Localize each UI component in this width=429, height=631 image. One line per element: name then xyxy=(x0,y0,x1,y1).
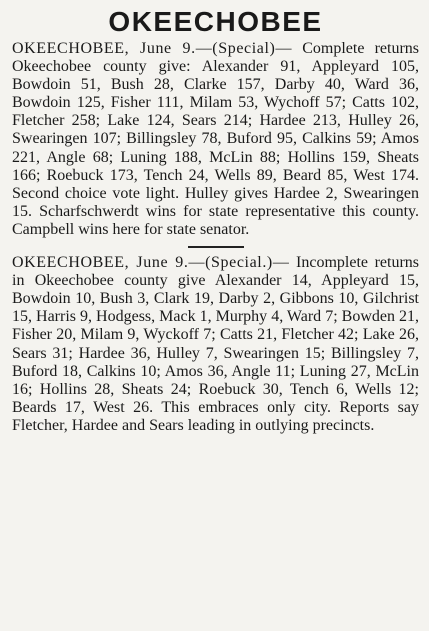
dispatch-first-dateline: OKEECHOBEE, June 9.—(Special)— xyxy=(12,40,293,57)
headline: OKEECHOBEE xyxy=(108,6,323,37)
dispatch-second-dateline: OKEECHOBEE, June 9.—(Special.)— xyxy=(12,254,290,272)
dispatch-first-body: Complete returns Okeechobee county give: Alexander 91, Appleyard 105, Bowdoin 51, Bush 28, Clarke 157, Darby 40, Ward 36, Bowdoin 125, Fisher 111, Milam 53, Wychoff 57; Catts 102, Fletcher 258; Lake 124, Sears 214; Hardee 213, Hulley 26, Swearingen 107; Billingsley 78, Buford 95, Calkins 59; Amos 221, Angle 68; Luning 188, McLin 88; Hollins 159, Sheats 166; Roebuck 173, Tench 24, Wells 89, Beard 85, West 174. Second choice vote light. Hulley gives Hardee 2, Swearingen 15. Scharfschwerdt wins for state representative this county. Campbell wins here for state senator. xyxy=(12,40,419,238)
dispatch-second xyxy=(12,254,419,435)
dispatch-second-text xyxy=(12,254,419,435)
dispatch-second-body: Incomplete returns in Okeechobee county give Alexander 14, Appleyard 15, Bowdoin 10, Bush 3, Clark 19, Darby 2, Gibbons 10, Gilchrist 15, Harris 9, Hodgess, Mack 1, Murphy 4, Ward 7; Bowden 21, Fisher 20, Milam 9, Wyckoff 7; Catts 21, Fletcher 42; Lake 26, Sears 31; Hardee 36, Hulley 7, Swearingen 15; Billingsley 7, Buford 18, Calkins 10; Amos 36, Angle 11; Luning 27, McLin 16; Hollins 28, Sheats 24; Roebuck 30, Tench 6, Wells 12; Beards 17, West 26. This embraces only city. Reports say Fletcher, Hardee and Sears leading in outlying precincts. xyxy=(12,254,419,434)
section-divider xyxy=(188,246,244,248)
dispatch-first-text xyxy=(12,40,419,239)
dispatch-first xyxy=(12,40,419,239)
